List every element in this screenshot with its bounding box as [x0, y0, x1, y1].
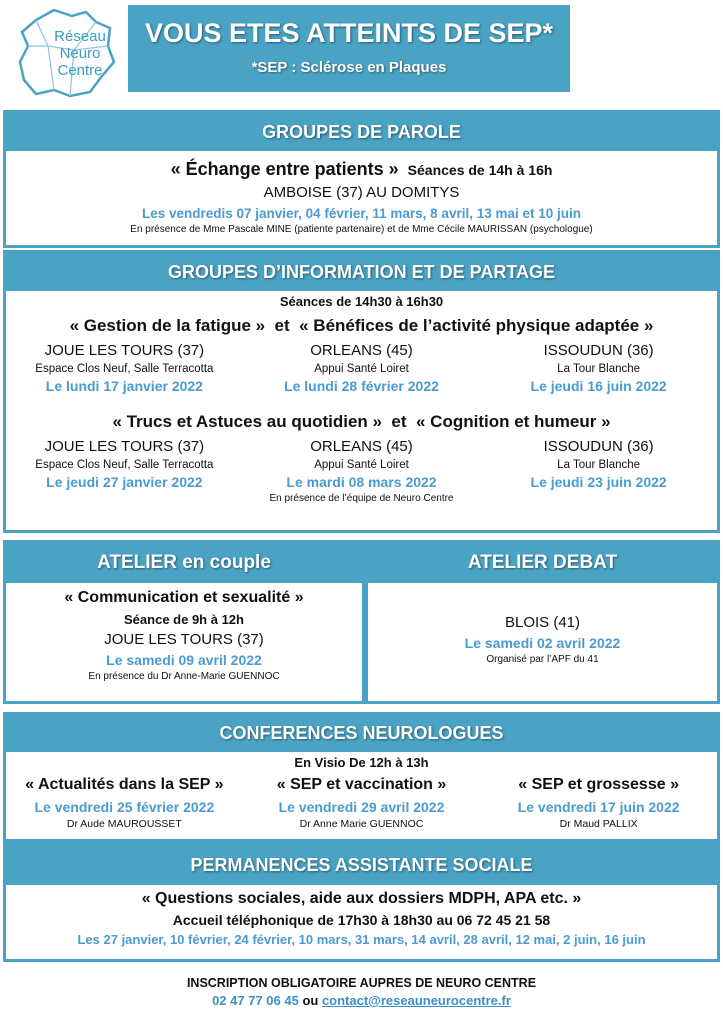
city: ISSOUDUN (36) [543, 342, 654, 359]
social-header: PERMANENCES ASSISTANTE SOCIALE [6, 845, 717, 885]
conf-item-2 [243, 776, 480, 830]
doctor: Dr Anne Marie GUENNOC [299, 818, 424, 830]
debat-section [365, 540, 720, 704]
social-dates: Les 27 janvier, 10 février, 24 février, 10 mars, 31 mars, 14 avril, 28 avril, 12 mai, 2 juin, 16 juin [77, 932, 646, 947]
parole-dates: Les vendredis 07 janvier, 04 février, 11 mars, 8 avril, 13 mai et 10 juin [141, 206, 581, 221]
doctor: Dr Maud PALLIX [559, 818, 638, 830]
footer-phone[interactable]: 02 47 77 06 45 [212, 993, 299, 1008]
parole-topic: « Échange entre patients » [170, 159, 399, 179]
logo [14, 6, 120, 102]
page-subtitle: *SEP : Sclérose en Plaques [251, 59, 447, 76]
venue: Espace Clos Neuf, Salle Terracotta [35, 459, 214, 471]
parole-header: GROUPES DE PAROLE [6, 113, 717, 151]
conf-item-3 [480, 776, 717, 830]
conf-section [3, 712, 720, 842]
city: ORLEANS (45) [310, 342, 413, 359]
date: Le vendredi 17 juin 2022 [517, 799, 680, 815]
venue: La Tour Blanche [557, 363, 641, 375]
info-row-1 [6, 342, 717, 394]
parole-note: En présence de Mme Pascale MINE (patiente partenaire) et de Mme Cécile MAURISSAN (psychologue) [130, 224, 593, 235]
footer-contact [0, 993, 723, 1008]
date: Le jeudi 16 juin 2022 [530, 378, 667, 394]
couple-date: Le samedi 09 avril 2022 [106, 652, 262, 668]
conf-item-1 [6, 776, 243, 830]
city: JOUE LES TOURS (37) [44, 342, 205, 359]
conf-header: CONFERENCES NEUROLOGUES [6, 715, 717, 752]
info-header: GROUPES D’INFORMATION ET DE PARTAGE [6, 253, 717, 291]
venue: Appui Santé Loiret [314, 459, 409, 471]
debat-header: ATELIER DEBAT [368, 543, 717, 583]
info-topic-1: « Gestion de la fatigue » et « Bénéfices de l’activité physique adaptée » [69, 316, 654, 335]
info-topic-2: « Trucs et Astuces au quotidien » et « Cognition et humeur » [112, 412, 611, 431]
city: ISSOUDUN (36) [543, 438, 654, 455]
footer [0, 976, 723, 1008]
debat-place: BLOIS (41) [504, 614, 581, 631]
debat-date: Le samedi 02 avril 2022 [464, 635, 621, 651]
topic: « Actualités dans la SEP » [25, 776, 224, 793]
date: Le lundi 28 février 2022 [284, 378, 439, 394]
info-row-2 [6, 438, 717, 490]
date: Le jeudi 27 janvier 2022 [46, 474, 203, 490]
couple-topic: « Communication et sexualité » [64, 589, 304, 606]
logo-line-1: Réseau [54, 28, 106, 45]
social-topic: « Questions sociales, aide aux dossiers MDPH, APA etc. » [141, 890, 582, 907]
info-row1-issoudun [480, 342, 717, 394]
debat-note: Organisé par l’APF du 41 [486, 654, 599, 665]
social-section [3, 842, 720, 962]
logo-line-2: Neuro [59, 45, 101, 62]
footer-or: ou [298, 993, 322, 1008]
date: Le mardi 08 mars 2022 [286, 474, 437, 490]
couple-section [3, 540, 365, 704]
couple-place: JOUE LES TOURS (37) [104, 631, 264, 648]
info-note: En présence de l’équipe de Neuro Centre [269, 493, 454, 504]
info-time: Séances de 14h30 à 16h30 [279, 294, 444, 309]
parole-place: AMBOISE (37) AU DOMITYS [263, 184, 460, 201]
venue: La Tour Blanche [557, 459, 641, 471]
date: Le vendredi 29 avril 2022 [278, 799, 445, 815]
title-box [128, 5, 570, 92]
conf-row [6, 776, 717, 830]
logo-line-3: Centre [57, 62, 103, 79]
conf-time: En Visio De 12h à 13h [294, 755, 429, 770]
parole-time: Séances de 14h à 16h [407, 162, 553, 178]
info-row2-joue [6, 438, 243, 490]
date: Le lundi 17 janvier 2022 [45, 378, 203, 394]
footer-registration: INSCRIPTION OBLIGATOIRE AUPRES DE NEURO CENTRE [186, 976, 537, 990]
topic: « SEP et vaccination » [276, 776, 447, 793]
info-row2-issoudun [480, 438, 717, 490]
info-section [3, 250, 720, 533]
topic: « SEP et grossesse » [518, 776, 679, 793]
date: Le jeudi 23 juin 2022 [530, 474, 667, 490]
parole-section [3, 110, 720, 248]
couple-note: En présence du Dr Anne-Marie GUENNOC [88, 671, 280, 682]
info-row1-orleans [243, 342, 480, 394]
footer-email-link[interactable]: contact@reseauneurocentre.fr [321, 993, 511, 1008]
venue: Appui Santé Loiret [314, 363, 409, 375]
page-title: VOUS ETES ATTEINTS DE SEP* [144, 18, 554, 48]
date: Le vendredi 25 février 2022 [34, 799, 215, 815]
info-row1-joue [6, 342, 243, 394]
parole-topic-line [6, 159, 717, 180]
info-row2-orleans [243, 438, 480, 490]
couple-time: Séance de 9h à 12h [124, 612, 244, 627]
city: ORLEANS (45) [310, 438, 413, 455]
city: JOUE LES TOURS (37) [44, 438, 205, 455]
social-phone: Accueil téléphonique de 17h30 à 18h30 au 06 72 45 21 58 [172, 912, 551, 928]
doctor: Dr Aude MAUROUSSET [66, 818, 182, 830]
venue: Espace Clos Neuf, Salle Terracotta [35, 363, 214, 375]
couple-header: ATELIER en couple [6, 543, 362, 583]
